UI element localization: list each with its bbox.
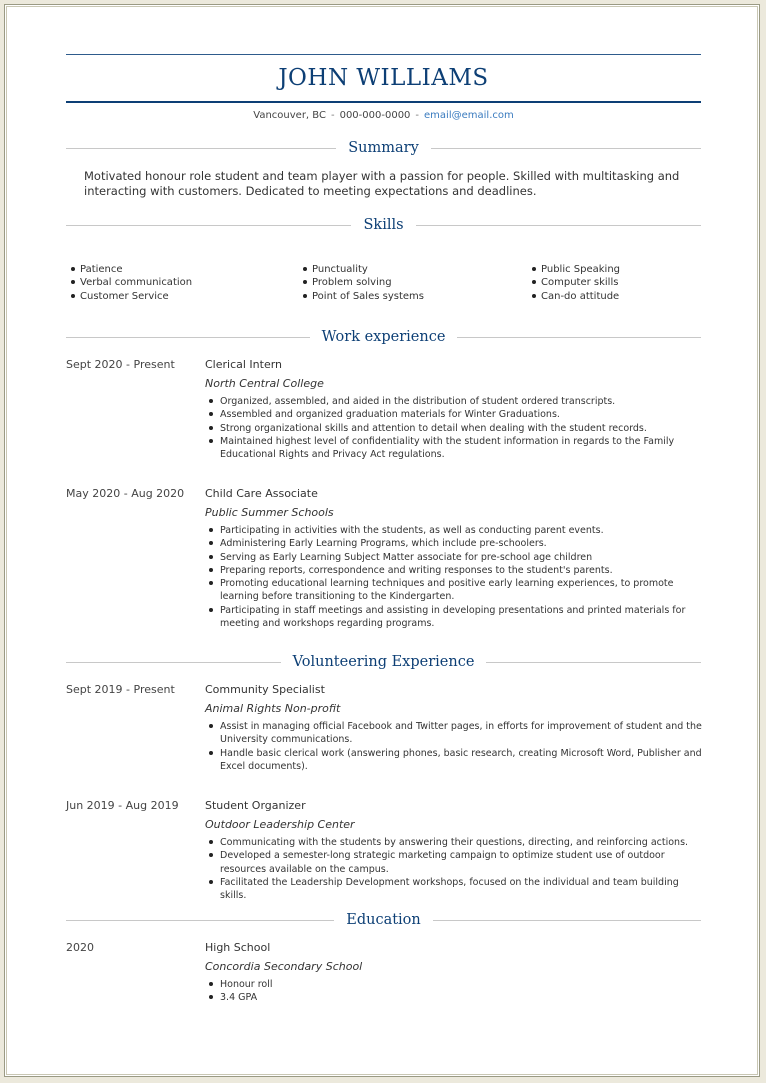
contact-line xyxy=(66,110,701,121)
email-link[interactable]: email@email.com xyxy=(424,110,514,121)
section-title: Work experience xyxy=(321,329,446,345)
section-title: Education xyxy=(346,912,421,928)
entry-organization: North Central College xyxy=(205,377,324,390)
bullet-item: Serving as Early Learning Subject Matter associate for pre-school age children xyxy=(209,551,703,564)
skills-heading xyxy=(66,217,701,233)
divider xyxy=(457,337,701,338)
bullet-item: Assembled and organized graduation materials for Winter Graduations. xyxy=(209,408,703,421)
entry-bullets xyxy=(209,836,703,902)
entry-date: May 2020 - Aug 2020 xyxy=(66,487,185,500)
divider xyxy=(416,225,701,226)
entry-bullets xyxy=(209,978,703,1005)
entry-organization: Animal Rights Non-profit xyxy=(205,702,341,715)
skills-column-3 xyxy=(532,263,620,303)
skills-column-1 xyxy=(71,263,192,303)
bullet-item: Handle basic clerical work (answering phones, basic research, creating Microsoft Word, Publisher and Excel documents). xyxy=(209,747,703,774)
entry-role: Child Care Associate xyxy=(205,487,318,500)
bullet-item: Administering Early Learning Programs, which include pre-schoolers. xyxy=(209,537,703,550)
entry-role: Student Organizer xyxy=(205,799,306,812)
bullet-item: Communicating with the students by answering their questions, directing, and reinforcing actions. xyxy=(209,836,703,849)
entry-bullets xyxy=(209,395,703,461)
entry-date: Sept 2020 - Present xyxy=(66,358,175,371)
summary-heading xyxy=(66,140,701,156)
skill-item: Can-do attitude xyxy=(532,290,620,303)
resume-page xyxy=(4,4,760,1077)
skill-item: Customer Service xyxy=(71,290,192,303)
divider xyxy=(66,225,351,226)
skills-column-2 xyxy=(303,263,424,303)
contact-separator: - xyxy=(330,110,335,121)
divider xyxy=(66,148,336,149)
bullet-item: Promoting educational learning techniques and positive early learning experiences, to promote learning before transitioning to the Kindergarten. xyxy=(209,577,703,604)
work-heading xyxy=(66,329,701,345)
top-rule xyxy=(66,54,701,55)
bullet-item: Facilitated the Leadership Development workshops, focused on the individual and team building skills. xyxy=(209,876,703,903)
divider xyxy=(66,337,310,338)
contact-separator: - xyxy=(415,110,420,121)
skill-item: Verbal communication xyxy=(71,276,192,289)
entry-role: High School xyxy=(205,941,271,954)
education-heading xyxy=(66,912,701,928)
entry-bullets xyxy=(209,524,703,630)
location: Vancouver, BC xyxy=(253,110,326,121)
entry-date: Sept 2019 - Present xyxy=(66,683,175,696)
bullet-item: 3.4 GPA xyxy=(209,991,703,1004)
section-title: Summary xyxy=(348,140,419,156)
entry-date: 2020 xyxy=(66,941,94,954)
bullet-item: Strong organizational skills and attention to detail when dealing with the student records. xyxy=(209,422,703,435)
skill-item: Computer skills xyxy=(532,276,620,289)
skill-item: Patience xyxy=(71,263,192,276)
skill-item: Public Speaking xyxy=(532,263,620,276)
bullet-item: Preparing reports, correspondence and writing responses to the student's parents. xyxy=(209,564,703,577)
entry-role: Clerical Intern xyxy=(205,358,283,371)
divider xyxy=(66,662,281,663)
bullet-item: Developed a semester-long strategic marketing campaign to optimize student use of outdoor resources available on the campus. xyxy=(209,849,703,876)
entry-date: Jun 2019 - Aug 2019 xyxy=(66,799,179,812)
bullet-item: Participating in activities with the students, as well as conducting parent events. xyxy=(209,524,703,537)
entry-organization: Public Summer Schools xyxy=(205,506,334,519)
divider xyxy=(486,662,701,663)
phone: 000-000-0000 xyxy=(339,110,411,121)
divider xyxy=(433,920,701,921)
entry-organization: Outdoor Leadership Center xyxy=(205,818,355,831)
candidate-name: JOHN WILLIAMS xyxy=(278,65,489,91)
bullet-item: Honour roll xyxy=(209,978,703,991)
bullet-item: Maintained highest level of confidentiality with the student information in regards to the Family Educational Rights and Privacy Act regulations. xyxy=(209,435,703,462)
divider xyxy=(431,148,701,149)
skill-item: Punctuality xyxy=(303,263,424,276)
summary-text: Motivated honour role student and team player with a passion for people. Skilled with multitasking and interacting with customers. Dedicated to meeting expectations and deadlines. xyxy=(84,169,680,198)
divider xyxy=(66,920,334,921)
section-title: Skills xyxy=(363,217,404,233)
entry-organization: Concordia Secondary School xyxy=(205,960,363,973)
entry-bullets xyxy=(209,720,703,773)
skill-item: Point of Sales systems xyxy=(303,290,424,303)
bullet-item: Participating in staff meetings and assisting in developing presentations and printed materials for meeting and workshops regarding programs. xyxy=(209,604,703,631)
bullet-item: Assist in managing official Facebook and Twitter pages, in efforts for improvement of student and the University communications. xyxy=(209,720,703,747)
section-title: Volunteering Experience xyxy=(292,654,475,670)
name-underline xyxy=(66,101,701,103)
skill-item: Problem solving xyxy=(303,276,424,289)
entry-role: Community Specialist xyxy=(205,683,325,696)
bullet-item: Organized, assembled, and aided in the distribution of student ordered transcripts. xyxy=(209,395,703,408)
volunteering-heading xyxy=(66,654,701,670)
